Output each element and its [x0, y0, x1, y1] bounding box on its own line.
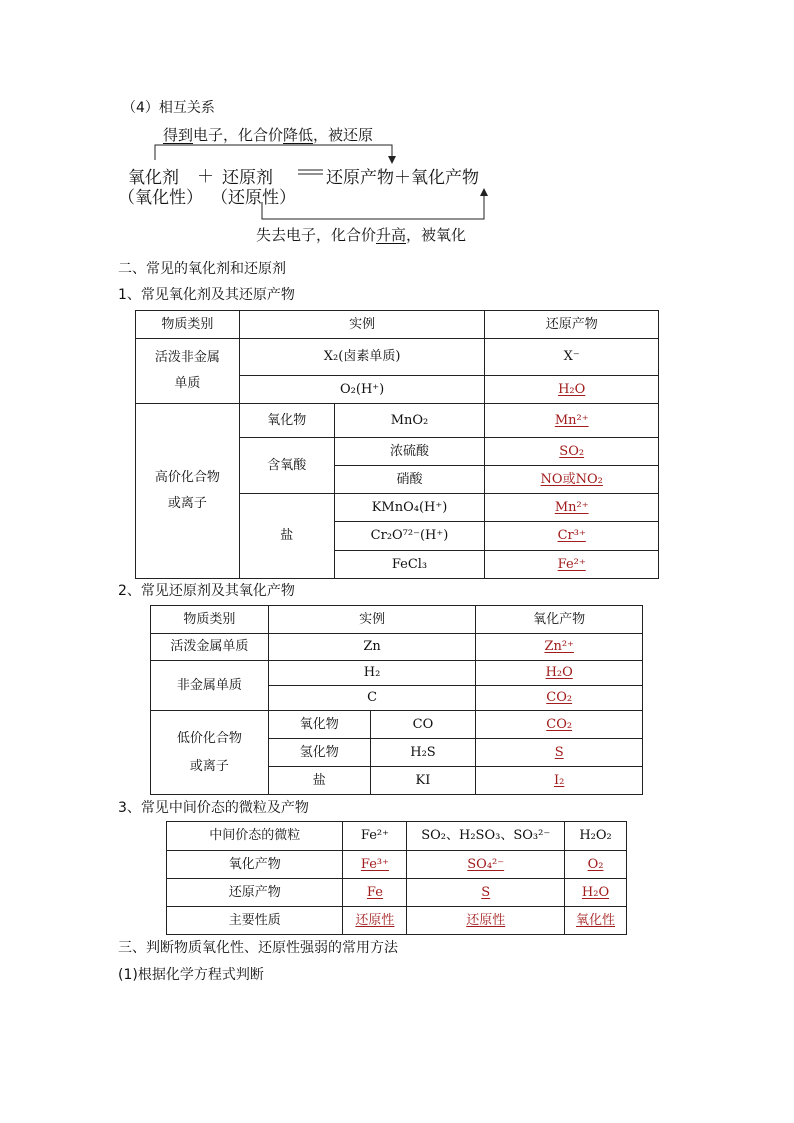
- sub-salt: 盐: [268, 767, 370, 795]
- category-nonmetal: 非金属单质: [151, 661, 269, 711]
- diagram-bottom-label: 失去电子，化合价升高，被氧化: [256, 226, 467, 244]
- header-fe2: Fe²⁺: [343, 822, 407, 851]
- example-oxygen: O₂(H⁺): [239, 376, 485, 404]
- row-reduction-product: 还原产物: [167, 879, 343, 907]
- product-s: S: [554, 744, 564, 760]
- prop-h2o2: 氧化性: [576, 912, 616, 928]
- category-high-valence: 高价化合物或离子: [136, 404, 240, 579]
- table-1-title: 1、常见氧化剂及其还原产物: [118, 287, 295, 303]
- section-4-title: （4）相互关系: [122, 100, 215, 116]
- example-h2s: H₂S: [370, 739, 476, 767]
- prop-sulfur: 还原性: [466, 912, 506, 928]
- sub-oxyacid: 含氧酸: [239, 438, 334, 494]
- product-h2o: H₂O: [545, 665, 573, 680]
- example-mno2: MnO₂: [334, 404, 485, 438]
- prop-fe2: 还原性: [355, 912, 395, 928]
- product-so2: SO₂: [559, 443, 585, 459]
- product-water: H₂O: [558, 381, 586, 397]
- category-active-metal: 活泼金属单质: [151, 634, 269, 661]
- product-co2-b: CO₂: [546, 716, 573, 732]
- section-2-title: 二、常见的氧化剂和还原剂: [118, 261, 286, 277]
- ox-o2: O₂: [587, 856, 604, 872]
- example-fecl3: FeCl₃: [334, 551, 485, 579]
- diagram-oxidant-property: （氧化性）: [118, 188, 203, 208]
- diagram-plus: ＋: [197, 167, 214, 187]
- header-particle: 中间价态的微粒: [167, 822, 343, 851]
- example-h2: H₂: [268, 661, 476, 686]
- row-oxidation-product: 氧化产物: [167, 851, 343, 879]
- example-zn: Zn: [268, 634, 476, 661]
- red-h2o: H₂O: [581, 884, 610, 900]
- red-s: S: [481, 884, 491, 900]
- sub-hydride: 氢化物: [268, 739, 370, 767]
- reductants-table: [150, 605, 643, 795]
- product-halide: X⁻: [485, 339, 659, 376]
- diagram-products: 还原产物＋氧化产物: [326, 168, 479, 188]
- example-kmno4: KMnO₄(H⁺): [334, 494, 485, 522]
- example-co: CO: [370, 711, 476, 739]
- header-reduction-product: 还原产物: [485, 311, 659, 339]
- product-co2: CO₂: [546, 690, 573, 705]
- example-nitric: 硝酸: [334, 466, 485, 494]
- oxidants-table: [135, 310, 659, 579]
- example-halogen: X₂(卤素单质): [239, 339, 485, 376]
- intermediate-valence-table: [166, 821, 627, 935]
- table-3-title: 3、常见中间价态的微粒及产物: [118, 800, 309, 816]
- ox-fe3: Fe³⁺: [360, 856, 389, 872]
- category-active-nonmetal: 活泼非金属单质: [136, 339, 240, 404]
- table-2-title: 2、常见还原剂及其氧化产物: [118, 583, 295, 599]
- product-fe2: Fe²⁺: [557, 556, 586, 572]
- product-no-no2: NO或NO₂: [540, 471, 603, 487]
- header-category: 物质类别: [136, 311, 240, 339]
- product-cr3: Cr³⁺: [557, 528, 586, 543]
- example-c: C: [268, 686, 476, 711]
- diagram-oxidant: 氧化剂: [128, 168, 179, 188]
- diagram-reductant: 还原剂: [222, 168, 273, 188]
- product-mn2-b: Mn²⁺: [554, 499, 589, 515]
- ox-so4: SO₄²⁻: [467, 856, 505, 872]
- row-main-property: 主要性质: [167, 907, 343, 935]
- diagram-reductant-property: （还原性）: [211, 188, 296, 208]
- subsection-1-title: (1)根据化学方程式判断: [118, 967, 264, 983]
- sub-oxide: 氧化物: [268, 711, 370, 739]
- example-conc-sulfuric: 浓硫酸: [334, 438, 485, 466]
- header-category: 物质类别: [151, 606, 269, 634]
- section-3-title: 三、判断物质氧化性、还原性强弱的常用方法: [118, 940, 398, 956]
- sub-oxide: 氧化物: [239, 404, 334, 438]
- header-oxidation-product: 氧化产物: [476, 606, 643, 634]
- product-i2: I₂: [554, 772, 565, 788]
- product-zn2: Zn²⁺: [544, 639, 574, 654]
- header-example: 实例: [239, 311, 485, 339]
- product-mn2: Mn²⁺: [554, 412, 589, 428]
- header-example: 实例: [268, 606, 476, 634]
- category-low-valence: 低价化合物或离子: [151, 711, 269, 795]
- header-sulfur-iv: SO₂、H₂SO₃、SO₃²⁻: [407, 822, 565, 851]
- example-dichromate: Cr₂O⁷²⁻(H⁺): [334, 522, 485, 551]
- header-h2o2: H₂O₂: [565, 822, 627, 851]
- example-ki: KI: [370, 767, 476, 795]
- sub-salt: 盐: [239, 494, 334, 579]
- red-fe: Fe: [366, 884, 383, 900]
- diagram-top-label: 得到电子，化合价降低，被还原: [163, 126, 374, 144]
